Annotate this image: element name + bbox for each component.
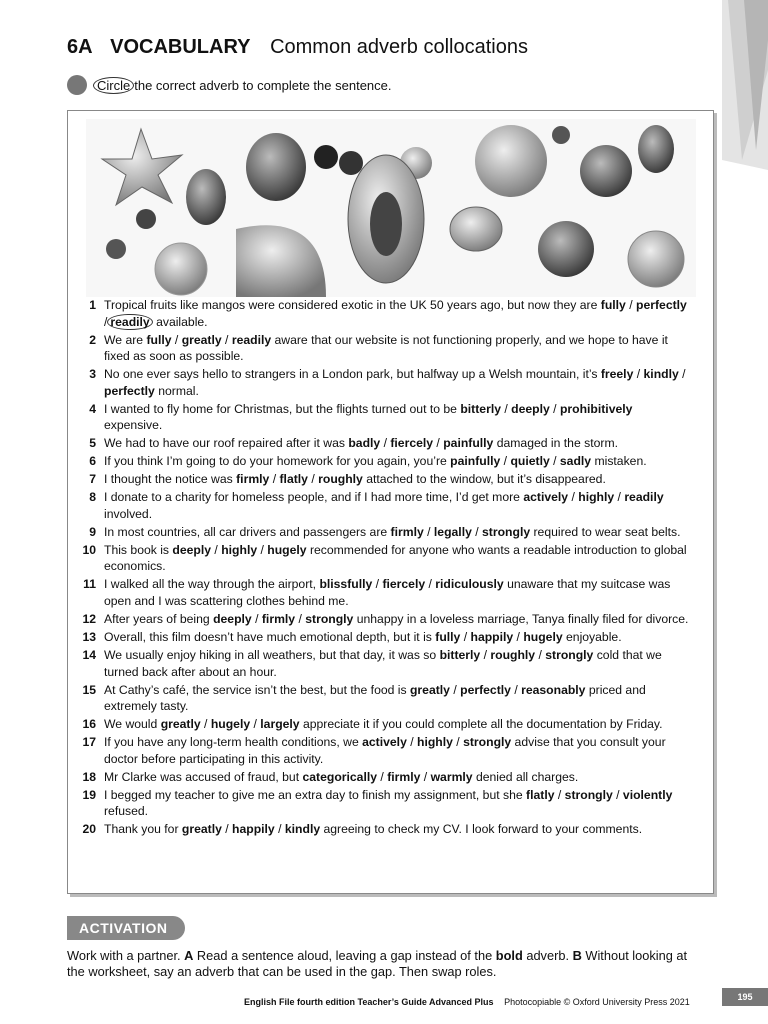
adverb-option: warmly (430, 769, 473, 784)
question-item (68, 716, 713, 733)
question-number: 12 (82, 611, 96, 626)
adverb-option: fiercely (382, 577, 426, 592)
question-number: 19 (82, 787, 96, 802)
section-subtitle: Common adverb collocations (270, 36, 528, 58)
sentence-text: Work with a partner. (67, 948, 185, 963)
question-number: 13 (82, 629, 96, 644)
question-text (104, 787, 690, 820)
sentence-text: aware that our website is not functioning properly, and we hope to have it fixed as soon as possible. (104, 332, 668, 364)
question-number: 16 (82, 717, 96, 732)
question-number: 7 (89, 472, 96, 487)
question-item (68, 647, 713, 680)
sentence-text: cold that we turned back after about an hour. (104, 647, 662, 679)
adverb-option: bitterly (460, 401, 501, 416)
sentence-text: refused. (104, 804, 149, 819)
adverb-option: highly (221, 542, 258, 557)
sentence-text: / (612, 787, 623, 802)
adverb-option: actively (362, 735, 407, 750)
adverb-option: categorically (302, 769, 378, 784)
sentence-text: / (471, 524, 483, 539)
adverb-option: fiercely (390, 436, 434, 451)
question-text (104, 682, 690, 715)
sentence-text: Thank you for (104, 822, 182, 837)
sentence-text: denied all charges. (472, 769, 579, 784)
sentence-text: / (425, 577, 436, 592)
sentence-text: / (500, 401, 512, 416)
question-item (68, 471, 713, 488)
adverb-option: highly (578, 490, 615, 505)
sentence-text: / (500, 454, 511, 469)
adverb-option: bitterly (439, 647, 481, 662)
instruction-text: the correct adverb to complete the sentence. (134, 77, 392, 93)
adverb-option: perfectly (104, 383, 155, 398)
sentence-text: / (250, 717, 261, 732)
sentence-text: / (678, 367, 686, 382)
sentence-text: / (221, 822, 233, 837)
sentence-text: Tropical fruits like mangos were considered exotic in the UK 50 years ago, but now they are (104, 298, 601, 312)
question-number: 1 (89, 298, 96, 312)
adverb-option: flatly (526, 787, 555, 802)
question-item (68, 297, 713, 330)
sentence-text: priced and extremely tasty. (104, 682, 646, 714)
adverb-option: fully (600, 298, 626, 312)
adverb-option: firmly (236, 472, 270, 487)
question-text (104, 542, 690, 575)
instruction (67, 75, 392, 95)
adverb-option: roughly (318, 472, 363, 487)
sentence-text: Mr Clarke was accused of fraud, but (104, 769, 303, 784)
sentence-text: / (211, 542, 222, 557)
question-text (104, 611, 690, 628)
sentence-text: / (535, 647, 546, 662)
question-number: 3 (89, 367, 96, 382)
sentence-text: I donate to a charity for homeless people, and if I had more time, I’d get more (104, 490, 524, 505)
activation-label: ACTIVATION (67, 916, 185, 940)
adverb-option: sadly (559, 454, 592, 469)
sentence-text: / (377, 769, 388, 784)
question-text (104, 366, 690, 399)
adverb-option: fully (146, 332, 172, 347)
sentence-text: We usually enjoy hiking in all weathers, but that day, it was so (104, 647, 440, 662)
sentence-text: / (614, 490, 625, 505)
question-number: 15 (82, 682, 96, 697)
adverb-option: happily (232, 822, 275, 837)
sentence-text: / (307, 472, 319, 487)
question-text (104, 471, 690, 488)
adverb-option: roughly (490, 647, 536, 662)
adverb-option: readily (231, 332, 272, 347)
question-number: 18 (82, 769, 96, 784)
footer (244, 997, 690, 1007)
adverb-option: violently (622, 787, 673, 802)
adverb-option: fully (435, 629, 461, 644)
question-item (68, 682, 713, 715)
adverb-option: A (184, 948, 194, 963)
adverb-option: quietly (510, 454, 550, 469)
question-number: 4 (89, 401, 96, 416)
question-item (68, 787, 713, 820)
sentence-text: If you think I’m going to do your homework for you again, you’re (104, 454, 451, 469)
sentence-text: mistaken. (591, 454, 647, 469)
sentence-text: / (480, 647, 491, 662)
question-number: 17 (82, 735, 96, 750)
question-text (104, 489, 690, 522)
adverb-option: strongly (305, 611, 354, 626)
sentence-text: We would (104, 717, 161, 732)
sentence-text: / (269, 472, 280, 487)
sentence-text: available. (152, 314, 208, 329)
adverb-option: deeply (213, 611, 252, 626)
question-text (104, 734, 690, 767)
sentence-text: damaged in the storm. (493, 436, 618, 451)
question-item (68, 366, 713, 399)
question-text (104, 576, 690, 609)
adverb-option: flatly (279, 472, 308, 487)
sentence-text: / (452, 735, 464, 750)
sentence-text: After years of being (104, 611, 214, 626)
sentence-text: Without looking at the worksheet, say an adverb that can be used in the gap. Then swap roles. (67, 948, 688, 979)
adverb-option: largely (260, 717, 300, 732)
question-item (68, 576, 713, 609)
adverb-option: hugely (267, 542, 307, 557)
sentence-text: / (406, 735, 418, 750)
sentence-text: / (449, 682, 461, 697)
sentence-text: normal. (154, 383, 199, 398)
adverb-option: badly (348, 436, 381, 451)
adverb-option: actively (523, 490, 569, 505)
adverb-option: greatly (409, 682, 450, 697)
sentence-text: / (380, 436, 391, 451)
sentence-text: required to wear seat belts. (530, 524, 681, 539)
sentence-text: / (625, 298, 637, 312)
question-item (68, 453, 713, 470)
question-item (68, 524, 713, 541)
sentence-text: We are (104, 332, 147, 347)
question-list (68, 297, 713, 839)
sentence-text: / (104, 314, 108, 329)
adverb-option: kindly (643, 367, 679, 382)
adverb-option: greatly (160, 717, 201, 732)
sentence-text: / (295, 611, 306, 626)
question-text (104, 524, 690, 541)
question-item (68, 401, 713, 434)
adverb-option: perfectly (460, 682, 511, 697)
adverb-option: firmly (261, 611, 296, 626)
sentence-text: / (274, 822, 285, 837)
section-heading: VOCABULARY (110, 36, 251, 58)
question-item (68, 769, 713, 786)
adverb-option: readily (624, 490, 664, 505)
sentence-text: / (171, 332, 182, 347)
sentence-text: I walked all the way through the airport, (104, 577, 320, 592)
question-text (104, 453, 690, 470)
sentence-text: / (433, 436, 444, 451)
sentence-text: / (420, 769, 431, 784)
sentence-text: I wanted to fly home for Christmas, but the flights turned out to be (104, 401, 461, 416)
question-text (104, 716, 690, 733)
activation-text (67, 948, 707, 980)
question-item (68, 734, 713, 767)
sentence-text: / (200, 717, 211, 732)
adverb-option: greatly (181, 822, 222, 837)
adverb-option: greatly (181, 332, 222, 347)
sentence-text: appreciate it if you could complete all the documentation by Friday. (299, 717, 663, 732)
question-number: 5 (89, 436, 96, 451)
sentence-text: / (568, 490, 579, 505)
sentence-text: In most countries, all car drivers and passengers are (104, 524, 391, 539)
lesson-code: 6A (67, 36, 93, 58)
adverb-option: firmly (390, 524, 424, 539)
sentence-text: / (460, 629, 471, 644)
adverb-option: painfully (443, 436, 494, 451)
sentence-text: If you have any long-term health conditions, we (104, 735, 363, 750)
question-text (104, 435, 690, 452)
sentence-text: We had to have our roof repaired after it was (104, 436, 349, 451)
sentence-text: involved. (104, 506, 153, 521)
adverb-option: strongly (564, 787, 613, 802)
question-number: 8 (89, 490, 96, 505)
adverb-option: strongly (463, 735, 512, 750)
sentence-text: advise that you consult your doctor before participating in this activity. (104, 735, 666, 766)
question-number: 11 (83, 577, 96, 592)
sentence-text: / (251, 611, 262, 626)
adverb-option: strongly (545, 647, 594, 662)
adverb-option: prohibitively (559, 401, 633, 416)
adverb-option: happily (470, 629, 514, 644)
sentence-text: Read a sentence aloud, leaving a gap instead of the (193, 948, 496, 963)
corner-decoration (722, 0, 768, 170)
question-number: 9 (89, 524, 96, 539)
question-text (104, 401, 690, 434)
sentence-text: At Cathy’s café, the service isn’t the best, but the food is (104, 682, 410, 697)
instruction-circled-word: Circle (93, 77, 134, 94)
sentence-text: I thought the notice was (104, 472, 237, 487)
sentence-text: Overall, this film doesn’t have much emotional depth, but it is (104, 629, 436, 644)
sentence-text: / (549, 454, 560, 469)
question-text (104, 297, 690, 330)
footer-copyright: Photocopiable © Oxford University Press 2021 (504, 997, 690, 1007)
sentence-text: expensive. (104, 418, 163, 433)
adverb-option: bold (495, 948, 523, 963)
sentence-text: This book is (104, 542, 173, 557)
question-item (68, 332, 713, 365)
sentence-text: unaware that my suitcase was open and I was scattering clothes behind me. (104, 577, 671, 608)
adverb-option: ridiculously (435, 577, 504, 592)
exercise-box (67, 110, 714, 894)
question-text (104, 629, 690, 646)
adverb-option: hugely (523, 629, 563, 644)
sentence-text: attached to the window, but it’s disappeared. (362, 472, 606, 487)
sentence-text: / (423, 524, 434, 539)
sentence-text: / (549, 401, 560, 416)
adverb-option: kindly (284, 822, 321, 837)
question-item (68, 489, 713, 522)
sentence-text: I begged my teacher to give me an extra day to finish my assignment, but she (104, 787, 527, 802)
question-number: 20 (82, 822, 96, 837)
sentence-text: / (554, 787, 565, 802)
page-title (67, 36, 528, 59)
question-text (104, 821, 690, 838)
sentence-text: enjoyable. (562, 629, 622, 644)
sentence-text: / (221, 332, 232, 347)
question-item (68, 611, 713, 628)
circled-answer: readily (107, 314, 152, 330)
question-item (68, 435, 713, 452)
sentence-text: / (372, 577, 383, 592)
question-number: 14 (82, 647, 96, 662)
bullet-icon (67, 75, 87, 95)
sentence-text: / (257, 542, 268, 557)
adverb-option: deeply (172, 542, 212, 557)
adverb-option: reasonably (521, 682, 586, 697)
footer-book: English File fourth edition Teacher’s Guide Advanced Plus (244, 997, 494, 1007)
adverb-option: strongly (482, 524, 531, 539)
sentence-text: / (633, 367, 644, 382)
sentence-text: unhappy in a loveless marriage, Tanya finally filed for divorce. (353, 611, 689, 626)
adverb-option: hugely (210, 717, 251, 732)
question-text (104, 647, 690, 680)
question-item (68, 629, 713, 646)
sentence-text: adverb. (522, 948, 573, 963)
adverb-option: firmly (387, 769, 421, 784)
sentence-text: agreeing to check my CV. I look forward to your comments. (320, 822, 643, 837)
question-text (104, 332, 690, 365)
adverb-option: freely (600, 367, 634, 382)
adverb-option: highly (417, 735, 453, 750)
sentence-text: No one ever says hello to strangers in a London park, but halfway up a Welsh mountain, it’s (104, 367, 601, 382)
question-number: 2 (89, 332, 96, 347)
fruit-illustration (86, 119, 696, 297)
sentence-text: recommended for anyone who wants a readable introduction to global economics. (104, 542, 687, 574)
question-text (104, 769, 690, 786)
question-item (68, 542, 713, 575)
adverb-option: B (572, 948, 582, 963)
page-number: 195 (722, 988, 768, 1006)
question-number: 6 (89, 454, 96, 469)
sentence-text: / (510, 682, 522, 697)
adverb-option: blissfully (319, 577, 373, 592)
adverb-option: legally (433, 524, 472, 539)
adverb-option: deeply (511, 401, 550, 416)
question-number: 10 (82, 542, 96, 557)
question-item (68, 821, 713, 838)
adverb-option: perfectly (636, 298, 687, 312)
adverb-option: painfully (450, 454, 501, 469)
sentence-text: / (513, 629, 524, 644)
